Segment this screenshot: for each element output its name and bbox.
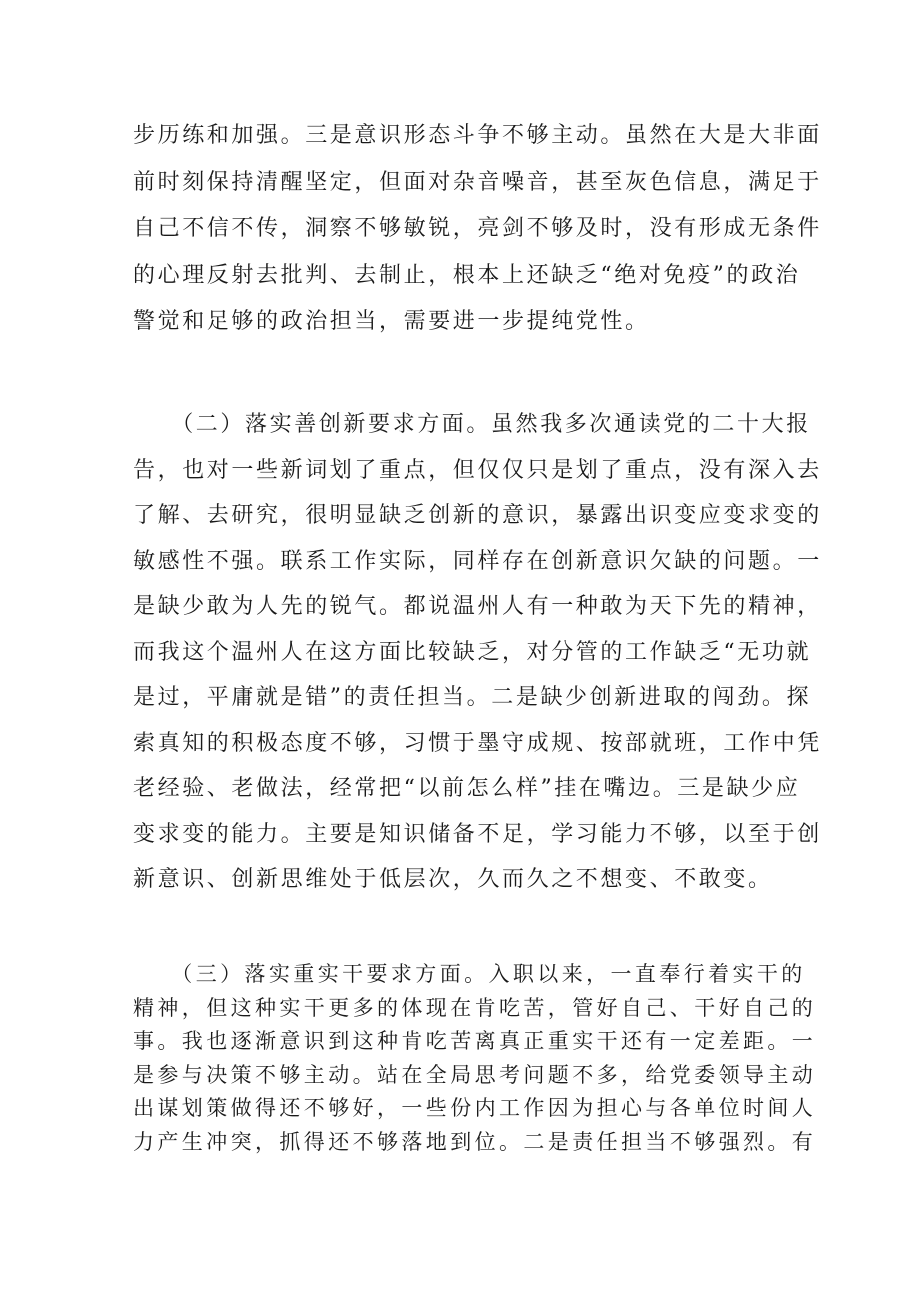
paragraph-political-awareness xyxy=(133,113,822,346)
text-line: 了解、去研究，很明显缺乏创新的意识，暴露出识变应变求变的 xyxy=(133,503,822,528)
paragraph-practical-work xyxy=(133,958,817,1160)
text-line: 告，也对一些新词划了重点，但仅仅只是划了重点，没有深入去 xyxy=(133,457,822,483)
text-line: 变求变的能力。主要是知识储备不足，学习能力不够，以至于创 xyxy=(133,821,822,847)
text-line: 是过，平庸就是错”的责任担当。二是缺少创新进取的闯劲。探 xyxy=(133,685,812,710)
text-line: 精神，但这种实干更多的体现在肯吃苦，管好自己、干好自己的 xyxy=(133,995,817,1020)
text-line: （三）落实重实干要求方面。入职以来，一直奉行着实干的 xyxy=(133,962,806,986)
text-line: 新意识、创新思维处于低层次，久而久之不想变、不敢变。 xyxy=(133,867,773,892)
text-line: 力产生冲突，抓得还不够落地到位。二是责任担当不够强烈。有 xyxy=(133,1129,817,1154)
text-line: 警觉和足够的政治担当，需要进一步提纯党性。 xyxy=(133,309,650,335)
text-line: （二）落实善创新要求方面。虽然我多次通读党的二十大报 xyxy=(133,412,811,437)
text-line: 出谋划策做得还不够好，一些份内工作因为担心与各单位时间人 xyxy=(133,1096,817,1121)
text-line: 敏感性不强。联系工作实际，同样存在创新意识欠缺的问题。一 xyxy=(133,548,822,574)
text-line: 老经验、老做法，经常把“以前怎么样”挂在嘴边。三是缺少应 xyxy=(133,776,801,801)
text-line: 是参与决策不够主动。站在全局思考问题不多，给党委领导主动 xyxy=(133,1062,817,1087)
paragraph-innovation xyxy=(133,402,822,903)
text-line: 事。我也逐渐意识到这种肯吃苦离真正重实干还有一定差距。一 xyxy=(133,1029,817,1054)
text-line: 的心理反射去批判、去制止，根本上还缺乏“绝对免疫”的政治 xyxy=(133,262,801,288)
text-line: 索真知的积极态度不够，习惯于墨守成规、按部就班，工作中凭 xyxy=(133,730,822,756)
text-line: 步历练和加强。三是意识形态斗争不够主动。虽然在大是大非面 xyxy=(133,123,822,148)
text-line: 自己不信不传，洞察不够敏锐，亮剑不够及时，没有形成无条件 xyxy=(133,216,822,242)
text-line: 前时刻保持清醒坚定，但面对杂音噪音，甚至灰色信息，满足于 xyxy=(133,169,822,195)
text-line: 是缺少敢为人先的锐气。都说温州人有一种敢为天下先的精神， xyxy=(133,594,822,619)
text-line: 而我这个温州人在这方面比较缺乏，对分管的工作缺乏“无功就 xyxy=(133,639,812,665)
